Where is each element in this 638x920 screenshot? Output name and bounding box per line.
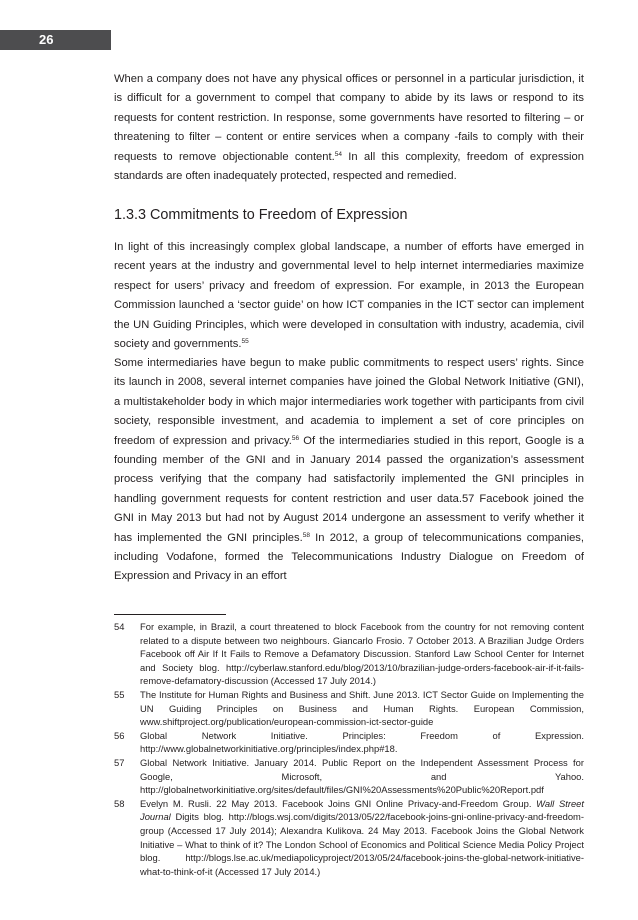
footnote-58 <box>114 797 584 879</box>
paragraph-1-tail: In all this complexity, freedom of expression standards are often inadequately protected, respected and remedied. <box>114 150 584 183</box>
footnote-56 <box>114 729 584 756</box>
footnote-number: 58 <box>114 797 125 809</box>
footnote-55 <box>114 688 584 729</box>
footnote-ref-55[interactable]: 55 <box>241 338 249 346</box>
footnote-58-journal: Wall Street Journal <box>140 797 584 823</box>
section-heading: 1.3.3 Commitments to Freedom of Expression <box>114 207 408 223</box>
footnote-number: 54 <box>114 621 125 632</box>
footnote-54 <box>114 620 584 688</box>
paragraph-1 <box>114 70 584 186</box>
footnote-text: Global Network Initiative. Principles: Freedom of Expression. http://www.globalnetworkinitiative.org/principles/index.php#18. <box>140 729 584 755</box>
paragraph-3-text-a: Some intermediaries have begun to make public commitments to respect users’ rights. Since its launch in 2008, several internet companies have joined the Global Network Initiative (GNI), a multistakeholder body in which major intermediaries work together with participants from civil society, responsible investment, and academia to implement a set of core principles on freedom of expression and privacy. <box>114 357 584 447</box>
paragraph-1-text: When a company does not have any physical offices or personnel in a particular jurisdiction, it is difficult for a government to compel that company to abide by its laws or respond to its requests for content restriction. In response, some governments have resorted to filtering – or threatening to filter – content or entire services when a company -fails to comply with their requests to remove objectionable content. <box>114 73 584 163</box>
footnote-text: Global Network Initiative. January 2014. Public Report on the Independent Assessment Process for Google, Microsoft, and Yahoo. http://globalnetworkinitiative.org/sites/default/files/GNI%20Assessments%20Public%20Report.pdf <box>140 756 584 796</box>
footnote-text <box>140 797 584 879</box>
footnote-57 <box>114 756 584 797</box>
footnote-number: 55 <box>114 688 125 700</box>
footnote-number: 56 <box>114 729 125 741</box>
paragraph-3 <box>114 354 584 587</box>
footnote-text: For example, in Brazil, a court threatened to block Facebook from the country for not removing content related to a dispute between two neighbours. Giancarlo Frosio. 7 October 2013. A Brazilian Judge Orders Facebook off Air If It Fails to Remove a Defamatory Discussion. Stanford Law School Center for Internet and Society blog. http://cyberlaw.stanford.edu/blog/2013/10/brazilian-judge-orders-facebook-air-if-it-fails-remove-defamatory-discussion (Accessed 17 July 2014.) <box>140 621 584 687</box>
paragraph-2-text: In light of this increasingly complex global landscape, a number of efforts have emerged in recent years at the industry and governmental level to help internet intermediaries maximize respect for users’ privacy and freedom of expression. For example, in 2013 the European Commission launched a ‘sector guide’ on how ICT companies in the ICT sector can implement the UN Guiding Principles, which were developed in consultation with industry, academia, civil society and governments. <box>114 241 584 351</box>
page-number: 26 <box>0 30 111 50</box>
paragraph-3-text-b: Of the intermediaries studied in this report, Google is a founding member of the GNI and in January 2014 passed the organization’s assessment process verifying that the company had satisfactorily implemented the GNI principles in handling government requests for content restriction and user data.57 Facebook joined the GNI in May 2013 but had not by August 2014 undergone an assessment to verify whether it has implemented the GNI principles. <box>114 434 584 544</box>
paragraph-3-text-c: In 2012, a group of telecommunications companies, including Vodafone, formed the Telecommunications Industry Dialogue on Freedom of Expression and Privacy in an effort <box>114 531 584 583</box>
paragraph-2 <box>114 238 584 354</box>
footnote-ref-58[interactable]: 58 <box>302 531 310 539</box>
footnote-58-pre: Evelyn M. Rusli. 22 May 2013. Facebook Joins GNI Online Privacy-and-Freedom Group. <box>140 797 537 809</box>
footnotes <box>114 620 584 878</box>
footnote-58-post: Digits blog. http://blogs.wsj.com/digits/2013/05/22/facebook-joins-gni-online-privacy-and-freedom-group (Accessed 17 July 2014); Alexandra Kulikova. 24 May 2013. Facebook Joins the Global Network Initiative – What to think of it? The London School of Economics and Political Science Media Policy Project blog. http://blogs.lse.ac.uk/mediapolicyproject/2013/05/24/facebook-joins-the-global-network-initiative-what-to-think-of-it (Accessed 17 July 2014.) <box>140 811 584 877</box>
footnote-text: The Institute for Human Rights and Business and Shift. June 2013. ICT Sector Guide on Implementing the UN Guiding Principles on Business and Human Rights. European Commission, www.shiftproject.org/publication/european-commission-ict-sector-guide <box>140 688 584 728</box>
footnote-divider <box>114 614 226 615</box>
footnote-number: 57 <box>114 756 125 768</box>
footnote-ref-56[interactable]: 56 <box>291 434 300 442</box>
footnote-ref-54[interactable]: 54 <box>334 150 342 158</box>
